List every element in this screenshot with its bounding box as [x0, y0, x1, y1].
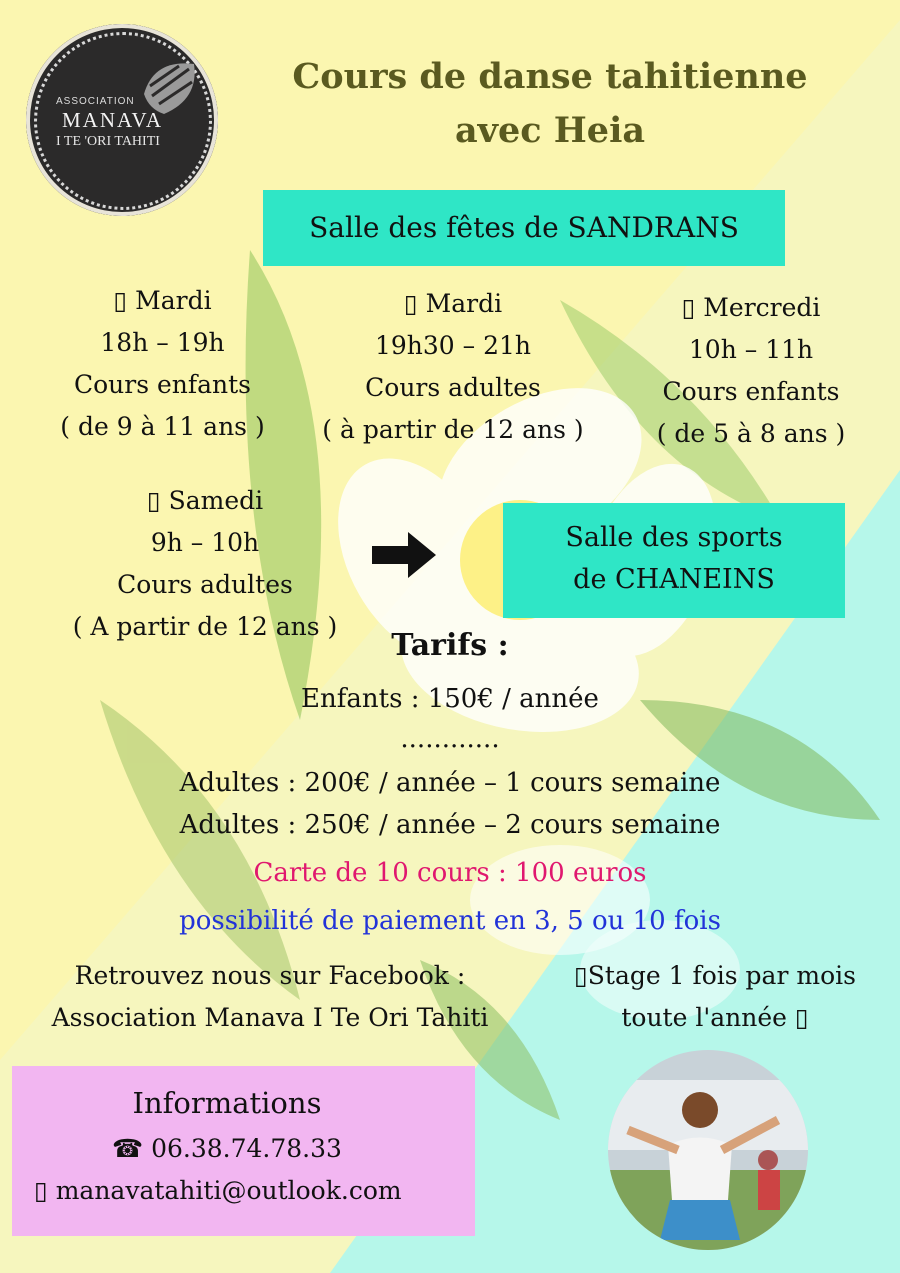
page-title	[250, 50, 850, 158]
logo-name: MANAVA	[62, 108, 164, 132]
stage-line-2: toute l'année ▯	[621, 1003, 809, 1032]
venue-chaneins-line-2: de CHANEINS	[573, 564, 775, 595]
slot-age: ( à partir de 12 ans )	[322, 415, 584, 444]
slot-day: ▯ Mercredi	[681, 293, 821, 322]
slot-tuesday-adults	[318, 283, 588, 451]
dancer-photo	[608, 1050, 808, 1250]
facebook-line-1: Retrouvez nous sur Facebook :	[74, 961, 466, 990]
price-card: Carte de 10 cours : 100 euros	[253, 858, 647, 888]
slot-time: 10h – 11h	[688, 335, 814, 364]
right-arrow-icon	[372, 530, 436, 580]
info-phone: ☎ 06.38.74.78.33	[112, 1134, 342, 1163]
price-adults-2: Adultes : 250€ / année – 2 cours semaine	[179, 810, 721, 840]
title-line-2: avec Heia	[454, 110, 646, 151]
slot-day: ▯ Samedi	[146, 486, 264, 515]
slot-day: ▯ Mardi	[113, 286, 212, 315]
title-line-1: Cours de danse tahitienne	[292, 56, 808, 97]
logo-subtitle: I TE 'ORI TAHITI	[56, 134, 160, 149]
slot-type: Cours enfants	[662, 377, 840, 406]
association-logo	[26, 24, 218, 216]
stage-line-1: ▯Stage 1 fois par mois	[574, 961, 856, 990]
price-kids: Enfants : 150€ / année	[301, 684, 599, 714]
slot-type: Cours adultes	[365, 373, 541, 402]
slot-age: ( de 5 à 8 ans )	[656, 419, 846, 448]
slot-day: ▯ Mardi	[403, 289, 503, 318]
venue-sandrans-label: Salle des fêtes de SANDRANS	[309, 211, 739, 244]
info-email: ▯ manavatahiti@outlook.com	[34, 1176, 402, 1205]
info-heading: Informations	[132, 1086, 322, 1120]
slot-age: ( A partir de 12 ans )	[72, 612, 338, 641]
slot-tuesday-kids	[55, 280, 270, 448]
stage-note	[555, 955, 875, 1039]
info-box	[12, 1066, 475, 1236]
slot-time: 9h – 10h	[150, 528, 260, 557]
logo-assoc-text: ASSOCIATION	[56, 96, 135, 107]
payment-options: possibilité de paiement en 3, 5 ou 10 fois	[179, 906, 721, 936]
venue-chaneins-line-1: Salle des sports	[565, 522, 783, 553]
tarifs-heading: Tarifs :	[391, 628, 509, 663]
slot-saturday-adults	[60, 480, 350, 648]
slot-time: 18h – 19h	[100, 328, 225, 357]
facebook-note	[30, 955, 510, 1039]
slot-age: ( de 9 à 11 ans )	[60, 412, 265, 441]
slot-type: Cours adultes	[117, 570, 293, 599]
slot-type: Cours enfants	[73, 370, 252, 399]
slot-time: 19h30 – 21h	[374, 331, 532, 360]
facebook-line-2: Association Manava I Te Ori Tahiti	[51, 1003, 489, 1032]
slot-wednesday-kids	[646, 287, 856, 455]
price-separator: ............	[400, 724, 500, 754]
price-adults-1: Adultes : 200€ / année – 1 cours semaine	[179, 768, 721, 798]
venue-chaneins-box	[503, 503, 845, 618]
venue-sandrans-box	[263, 190, 785, 266]
